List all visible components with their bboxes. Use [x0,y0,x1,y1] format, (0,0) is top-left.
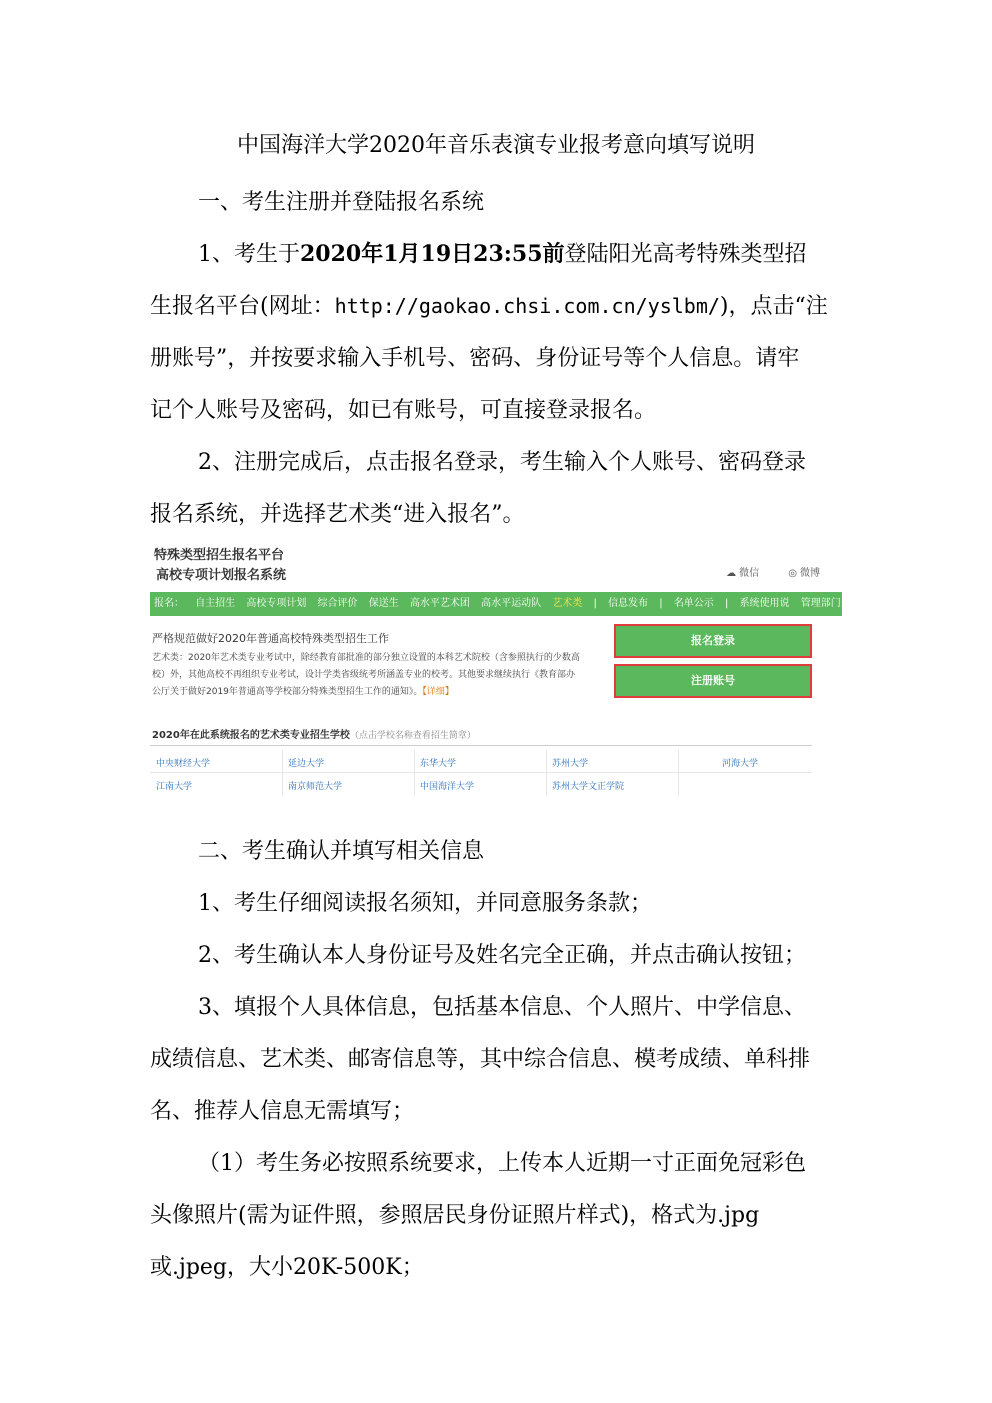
nav-item[interactable]: 高水平艺术团 [409,598,470,609]
top-links [700,564,820,579]
section-2-item-2: 2、考生确认本人身份证号及姓名完全正确，并点击确认按钮； [198,943,806,968]
paragraph-4-line-3: 或.jpeg，大小20K-500K； [150,1255,424,1280]
nav-item[interactable]: 自主招生 [195,598,236,609]
school-list-heading: 2020年在此系统报名的艺术类专业招生学校 [152,730,350,741]
list-divider [150,745,812,746]
paragraph-3-line-1: 3、填报个人具体信息，包括基本信息、个人照片、中学信息、 [198,995,806,1020]
nav-item[interactable]: 名单公示 [673,598,714,609]
paragraph-1-line-1 [198,237,890,268]
school-list-hint: （点击学校名称查看招生简章） [349,731,476,741]
school-link[interactable]: 河海大学 [722,759,759,769]
school-link[interactable]: 延边大学 [288,759,325,769]
weibo-link[interactable]: 微博 [800,568,820,579]
school-link[interactable]: 中央财经大学 [156,759,211,769]
registration-url: http://gaokao.chsi.com.cn/yslbm/ [334,294,720,318]
paragraph-2-line-1: 2、注册完成后，点击报名登录，考生输入个人账号、密码登录 [198,450,806,475]
nav-item: 报名： [154,598,184,609]
notice-body [152,650,582,701]
wechat-link[interactable]: 微信 [739,568,760,579]
section-1-heading: 一、考生注册并登陆报名系统 [198,190,485,215]
school-link[interactable]: 苏州大学文正学院 [552,782,625,792]
p1-l2-b: )，点击“注 [719,294,828,319]
p1-prefix: 1、考生于 [198,242,300,267]
nav-item[interactable]: 信息发布 [608,598,649,609]
nav-divider: | [659,598,663,609]
nav-divider: | [593,598,597,609]
notice-text: 艺术类：2020年艺术类专业考试中，除经教育部批准的部分独立设置的本科艺术院校（含参照执行的少数高校）外，其他高校不再组织专业考试，设计学类省级统考所涵盖专业的校考。其他要求继续执行《教育部办公厅关于做好2019年普通高等学校部分特殊类型招生工作的通知》。 [152,653,580,697]
nav-item[interactable]: 综合评价 [317,598,358,609]
col-divider [414,750,415,796]
paragraph-3-line-3: 名、推荐人信息无需填写； [150,1099,415,1124]
school-link[interactable]: 苏州大学 [552,759,589,769]
nav-item[interactable]: 系统使用说 [739,598,790,609]
paragraph-1-line-3: 册账号”，并按要求输入手机号、密码、身份证号等个人信息。请牢 [150,346,800,371]
row-divider [150,772,812,773]
paragraph-1-line-2 [150,289,842,320]
section-2-heading: 二、考生确认并填写相关信息 [198,839,485,864]
school-link[interactable]: 南京师范大学 [288,782,343,792]
paragraph-3-line-2: 成绩信息、艺术类、邮寄信息等，其中综合信息、模考成绩、单科排 [150,1047,811,1072]
col-divider [546,750,547,796]
col-divider [282,750,283,796]
school-link[interactable]: 江南大学 [156,782,193,792]
section-2-item-1: 1、考生仔细阅读报名须知，并同意服务条款； [198,891,652,916]
school-list-title [152,726,476,741]
paragraph-4-line-2: 头像照片(需为证件照，参照居民身份证照片样式)，格式为.jpg [150,1203,760,1228]
nav-divider: | [725,598,729,609]
weibo-icon: ◎ [788,568,797,579]
brand-line-1: 特殊类型招生报名平台 [154,548,285,563]
register-button[interactable]: 注册账号 [614,664,812,698]
wechat-icon: ☁ [726,568,737,579]
col-divider [678,750,679,796]
notice-title[interactable]: 严格规范做好2020年普通高校特殊类型招生工作 [152,632,389,645]
nav-item[interactable]: 高水平运动队 [481,598,542,609]
nav-bar [150,592,861,616]
nav-item[interactable]: 保送生 [368,598,399,609]
school-link[interactable]: 中国海洋大学 [420,782,475,792]
document-title: 中国海洋大学2020年音乐表演专业报考意向填写说明 [237,133,755,158]
brand-line-2: 高校专项计划报名系统 [156,568,287,583]
embedded-screenshot [150,540,861,800]
p1-l2-a: 生报名平台(网址： [150,294,335,319]
school-link[interactable]: 东华大学 [420,759,457,769]
nav-item[interactable]: 高校专项计划 [246,598,307,609]
notice-detail-link[interactable]: 【详细】 [422,687,454,697]
paragraph-1-line-4: 记个人账号及密码，如已有账号，可直接登录报名。 [150,398,657,423]
p1-deadline: 2020年1月19日23:55前 [300,241,565,267]
p1-suffix: 登陆阳光高考特殊类型招 [564,242,807,267]
nav-item-active[interactable]: 艺术类 [552,598,583,609]
nav-item[interactable]: 管理部门登录 [800,598,861,609]
paragraph-4-line-1: （1）考生务必按照系统要求，上传本人近期一寸正面免冠彩色 [198,1151,806,1176]
paragraph-2-line-2: 报名系统，并选择艺术类“进入报名”。 [150,502,525,527]
login-button[interactable]: 报名登录 [614,624,812,658]
